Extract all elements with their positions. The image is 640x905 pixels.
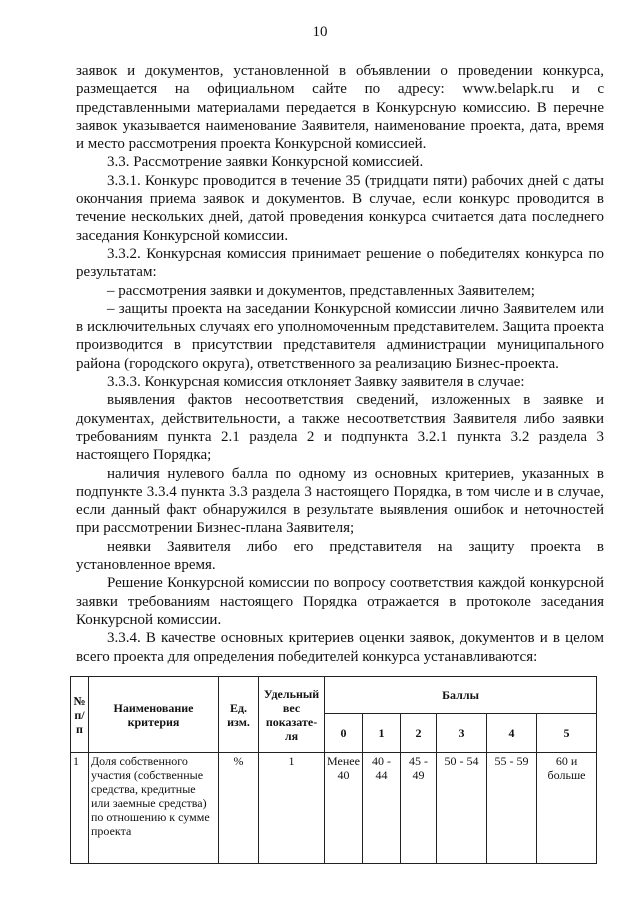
cell-score: Менее 40 bbox=[325, 753, 363, 864]
header-number: № п/п bbox=[71, 677, 89, 753]
paragraph: 3.3.3. Конкурсная комиссия отклоняет Заявку заявителя в случае: bbox=[107, 374, 525, 391]
header-weight: Удельный вес показате-ля bbox=[259, 677, 325, 753]
cell-weight: 1 bbox=[259, 753, 325, 864]
list-item: – защиты проекта на заседании Конкурсной комиссии лично Заявителем или в исключительных случаях его уполномоченным представителем. Защита проекта производится в присутствии представителя администрации муниципального района (городского округа), ответственного за реализацию Бизнес-проекта. bbox=[76, 300, 604, 372]
header-score-level: 1 bbox=[363, 714, 401, 753]
header-score-level: 2 bbox=[401, 714, 437, 753]
paragraph: 3.3.1. Конкурс проводится в течение 35 (тридцати пяти) рабочих дней с даты окончания приема заявок и документов. В случае, если конкурс проводится в течение нескольких дней, датой проведения конкурса считается дата последнего заседания Конкурсной комиссии. bbox=[76, 172, 604, 244]
cell-score: 40 - 44 bbox=[363, 753, 401, 864]
header-scores: Баллы bbox=[325, 677, 597, 714]
list-item: выявления фактов несоответствия сведений, изложенных в заявке и документах, действительности, а также несоответствия Заявителя либо заявки требованиям пункта 2.1 раздела 2 и подпункта 3.2.1 пункта 3.2 раздела 3 настоящего Порядка; bbox=[76, 392, 604, 464]
cell-number: 1 bbox=[71, 753, 89, 864]
criteria-table bbox=[70, 676, 597, 864]
paragraph: Решение Конкурсной комиссии по вопросу соответствия каждой конкурсной заявки требованиям настоящего Порядка отражается в протоколе заседания Конкурсной комиссии. bbox=[76, 575, 604, 628]
cell-score: 50 - 54 bbox=[437, 753, 487, 864]
cell-score: 60 и больше bbox=[537, 753, 597, 864]
header-name: Наименование критерия bbox=[89, 677, 219, 753]
list-item: – рассмотрения заявки и документов, представленных Заявителем; bbox=[107, 282, 535, 299]
header-score-level: 0 bbox=[325, 714, 363, 753]
cell-score: 55 - 59 bbox=[487, 753, 537, 864]
section-heading: 3.3. Рассмотрение заявки Конкурсной комиссией. bbox=[107, 154, 424, 171]
paragraph: 3.3.4. В качестве основных критериев оценки заявок, документов и в целом всего проекта для определения победителей конкурса устанавливаются: bbox=[76, 630, 604, 665]
cell-unit: % bbox=[219, 753, 259, 864]
header-score-level: 5 bbox=[537, 714, 597, 753]
header-unit: Ед. изм. bbox=[219, 677, 259, 753]
header-score-level: 4 bbox=[487, 714, 537, 753]
list-item: наличия нулевого балла по одному из основных критериев, указанных в подпункте 3.3.4 пункта 3.3 раздела 3 настоящего Порядка, в том числе и в случае, если данный факт обнаружился в результате выявления ошибок и неточностей при рассмотрении Бизнес-плана Заявителя; bbox=[76, 465, 604, 537]
header-score-level: 3 bbox=[437, 714, 487, 753]
cell-criterion-name: Доля собственного участия (собственные средства, кредитные или заемные средства) по отношению к сумме проекта bbox=[89, 753, 219, 864]
page-number: 10 bbox=[312, 24, 328, 40]
table-row bbox=[71, 753, 597, 864]
list-item: неявки Заявителя либо его представителя на защиту проекта в установленное время. bbox=[76, 538, 604, 574]
document-body bbox=[76, 62, 604, 666]
paragraph: 3.3.2. Конкурсная комиссия принимает решение о победителях конкурса по результатам: bbox=[76, 245, 604, 281]
cell-score: 45 - 49 bbox=[401, 753, 437, 864]
paragraph: заявок и документов, установленной в объявлении о проведении конкурса, размещается на официальном сайте по адресу: www.belapk.ru и с представленными материалами передается в Конкурсную комиссию. В перечне заявок указывается наименование Заявителя, наименование проекта, дата, время и место рассмотрения проекта Конкурсной комиссией. bbox=[76, 63, 604, 153]
